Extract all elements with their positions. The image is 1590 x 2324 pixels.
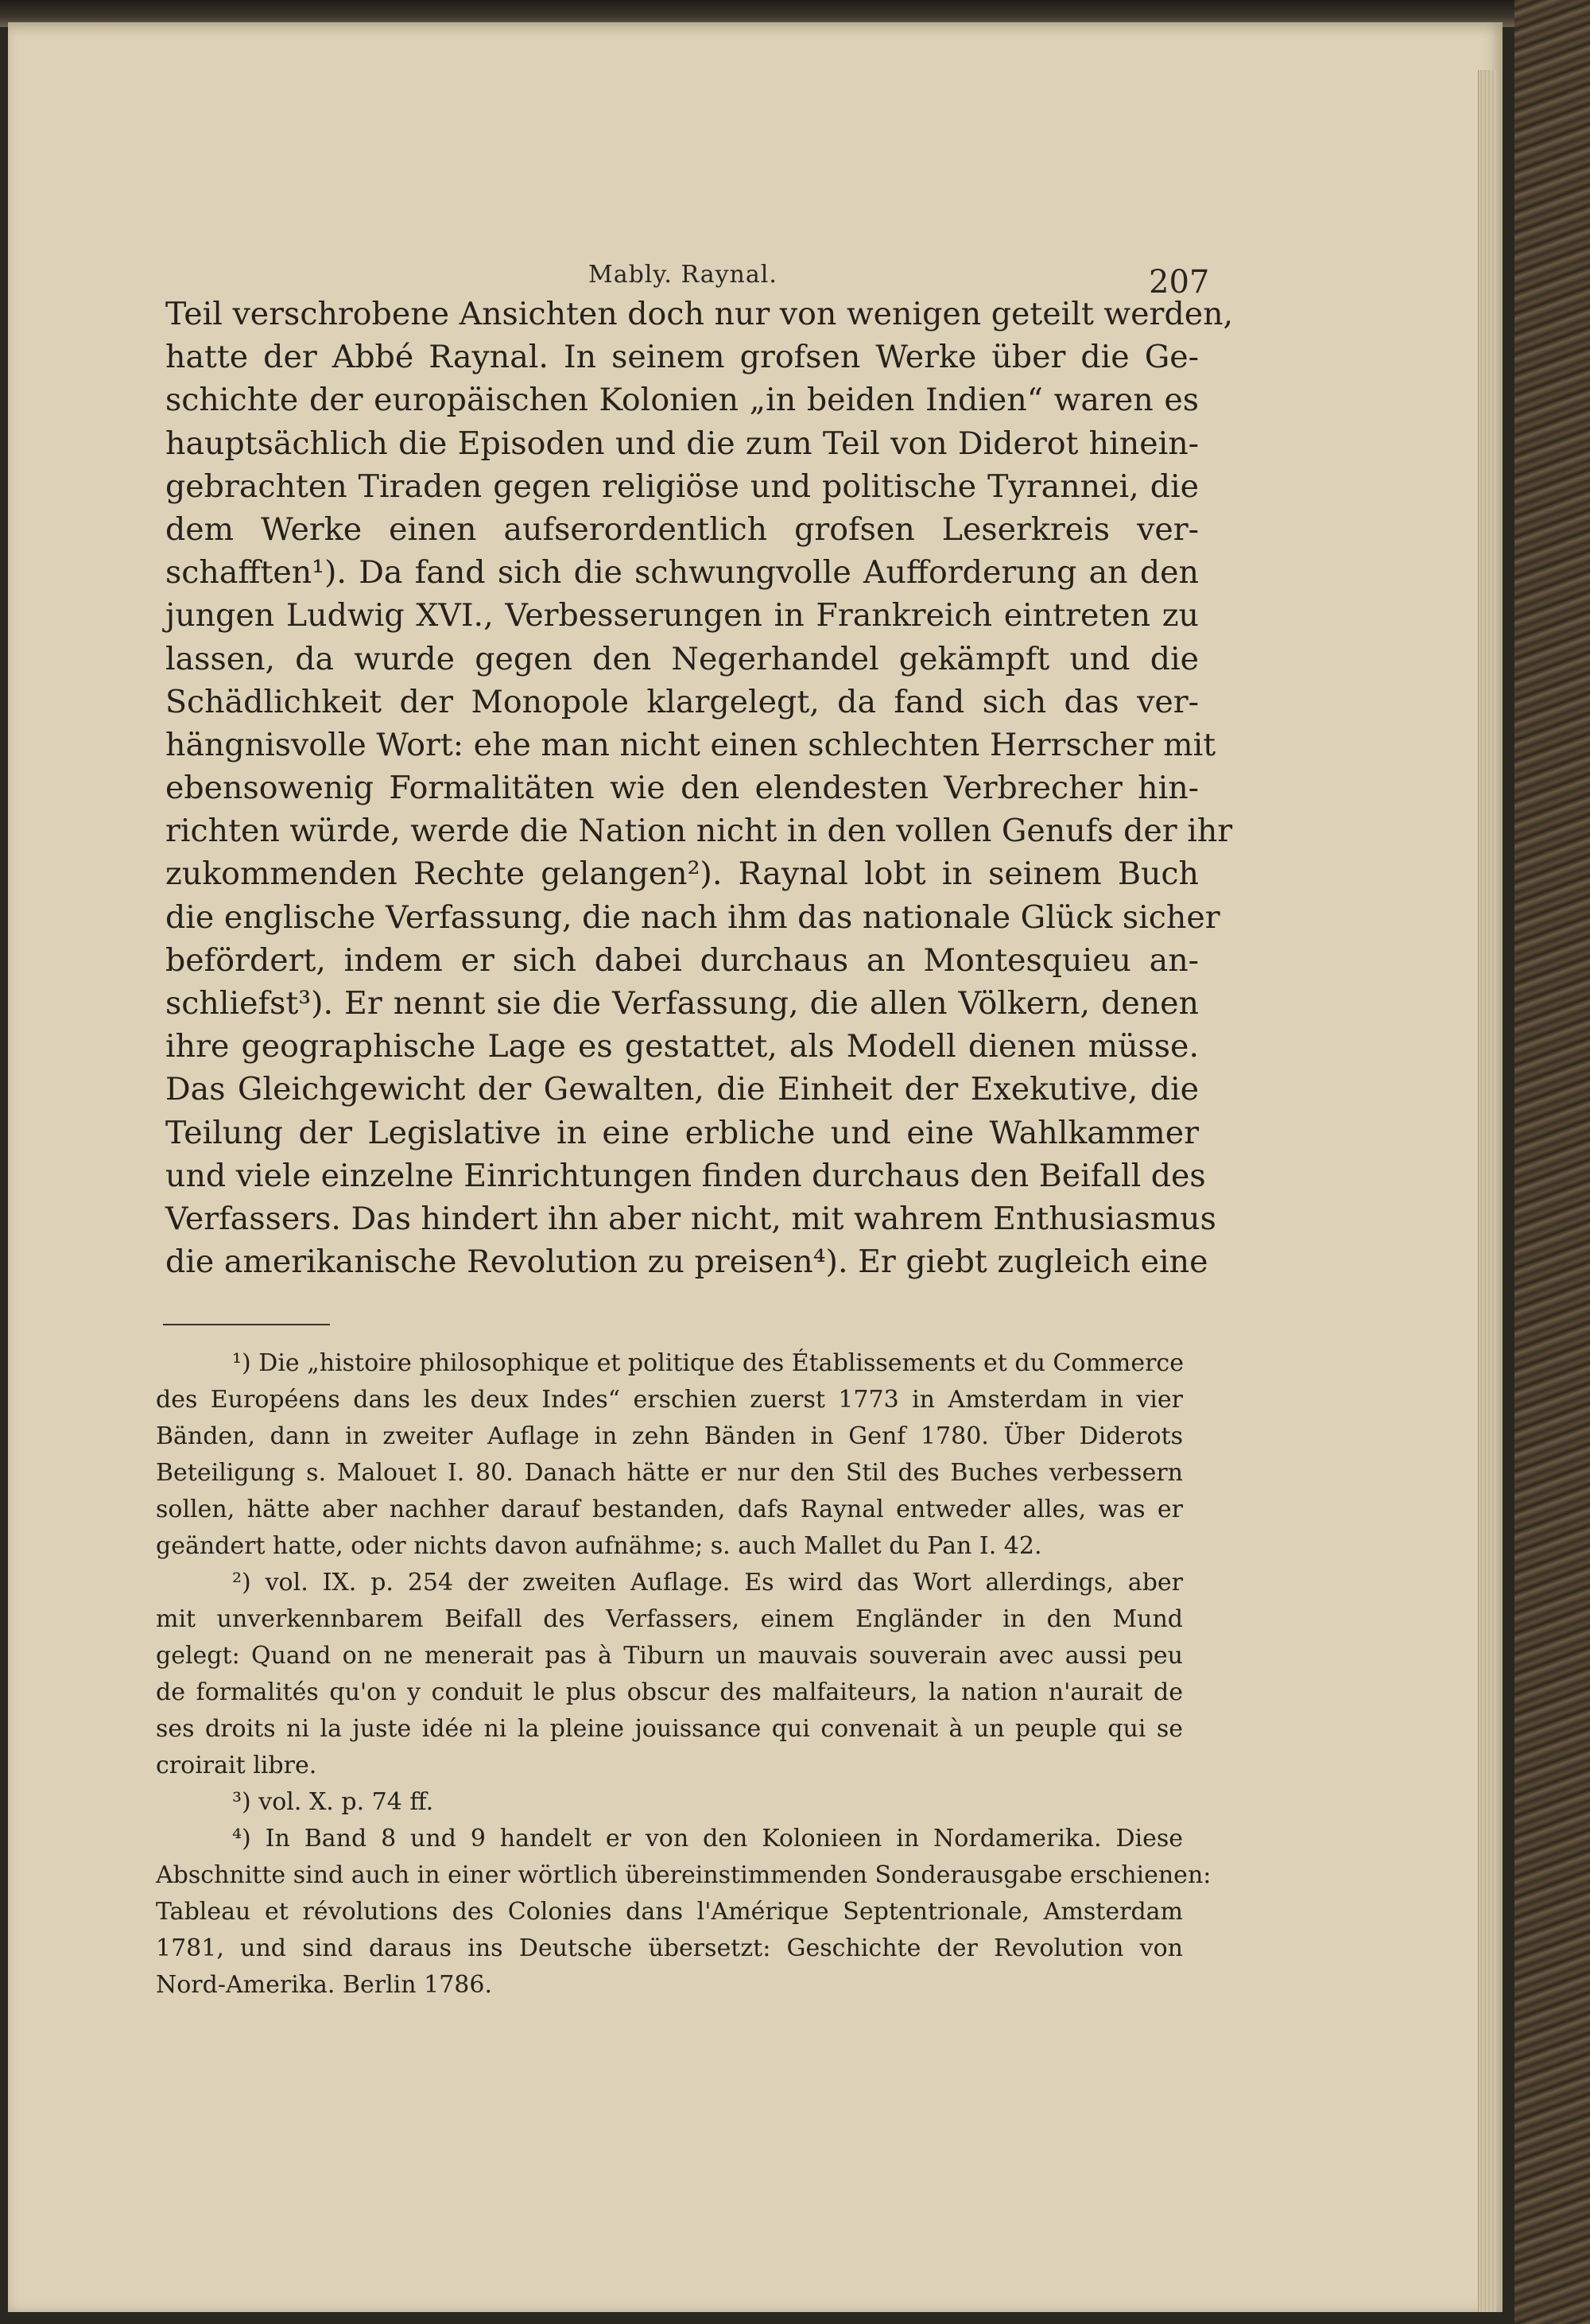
text-line: und viele einzelne Einrichtungen finden durchaus den Beifall des	[165, 1157, 1206, 1194]
text-line: Das Gleichgewicht der Gewalten, die Einheit der Exekutive, die	[165, 1071, 1199, 1108]
page-edges	[1478, 70, 1496, 2312]
book-binding	[1514, 0, 1590, 2324]
text-line: hatte der Abbé Raynal. In seinem grofsen Werke über die Ge-	[165, 339, 1199, 376]
footnote-line: gelegt: Quand on ne menerait pas à Tiburn un mauvais souverain avec aussi peu	[156, 1642, 1183, 1670]
footnote-2	[156, 1565, 1183, 1784]
footnote-line: ses droits ni la juste idée ni la pleine jouissance qui convenait à un peuple qui se	[156, 1715, 1183, 1743]
footnote-line: croirait libre.	[156, 1752, 317, 1779]
text-line: Teil verschrobene Ansichten doch nur von wenigen geteilt werden,	[165, 296, 1234, 332]
footnote-line: de formalités qu'on y conduit le plus obscur des malfaiteurs, la nation n'aurait de	[156, 1678, 1183, 1706]
text-line: die englische Verfassung, die nach ihm das nationale Glück sicher	[165, 898, 1220, 936]
text-line: hängnisvolle Wort: ehe man nicht einen schlechten Herrscher mit	[165, 726, 1216, 763]
footnote-1	[156, 1345, 1183, 1565]
footnote-line: Nord-Amerika. Berlin 1786.	[156, 1971, 493, 1999]
text-line: ebensowenig Formalitäten wie den elendesten Verbrecher hin-	[165, 770, 1199, 807]
footnote-3	[156, 1784, 1183, 1821]
footnote-line: Abschnitte sind auch in einer wörtlich übereinstimmenden Sonderausgabe erschienen:	[156, 1861, 1212, 1889]
text-line: zukommenden Rechte gelangen²). Raynal lobt in seinem Buch	[165, 855, 1199, 893]
text-line: die amerikanische Revolution zu preisen⁴). Er giebt zugleich eine	[165, 1243, 1208, 1281]
text-line: hauptsächlich die Episoden und die zum Teil von Diderot hinein-	[165, 425, 1199, 462]
running-head-title: Mably. Raynal.	[588, 261, 778, 289]
footnote-line: ³) vol. X. p. 74 ff.	[232, 1788, 434, 1816]
footnotes	[156, 1345, 1212, 2004]
footnote-line: Beteiligung s. Malouet I. 80. Danach hätte er nur den Stil des Buches verbessern	[156, 1459, 1183, 1487]
text-line: schafften¹). Da fand sich die schwungvolle Aufforderung an den	[165, 554, 1199, 592]
footnote-line: mit unverkennbarem Beifall des Verfassers, einem Engländer in den Mund	[156, 1605, 1183, 1633]
footnote-4	[156, 1821, 1212, 2004]
text-line: schliefst³). Er nennt sie die Verfassung, die allen Völkern, denen	[165, 985, 1199, 1022]
text-line: richten würde, werde die Nation nicht in den vollen Genufs der ihr	[165, 813, 1233, 850]
footnote-line: ⁴) In Band 8 und 9 handelt er von den Kolonieen in Nordamerika. Diese	[232, 1825, 1183, 1853]
footnote-line: Bänden, dann in zweiter Auflage in zehn Bänden in Genf 1780. Über Diderots	[156, 1422, 1183, 1450]
footnote-line: 1781, und sind daraus ins Deutsche übersetzt: Geschichte der Revolution von	[156, 1934, 1183, 1962]
text-line: gebrachten Tiraden gegen religiöse und politische Tyrannei, die	[165, 468, 1199, 505]
text-line: befördert, indem er sich dabei durchaus an Montesquieu an-	[165, 941, 1199, 979]
footnote-line: Tableau et révolutions des Colonies dans l'Amérique Septentrionale, Amsterdam	[156, 1898, 1183, 1926]
footnote-separator	[163, 1324, 330, 1325]
body-text	[165, 293, 1234, 1283]
text-line: Schädlichkeit der Monopole klargelegt, da fand sich das ver-	[165, 683, 1199, 720]
page-number: 207	[1149, 264, 1210, 301]
footnote-line: des Européens dans les deux Indes“ erschien zuerst 1773 in Amsterdam in vier	[156, 1386, 1183, 1414]
text-line: ihre geographische Lage es gestattet, als Modell dienen müsse.	[165, 1028, 1199, 1065]
text-line: lassen, da wurde gegen den Negerhandel gekämpft und die	[165, 640, 1199, 677]
text-line: jungen Ludwig XVI., Verbesserungen in Frankreich eintreten zu	[165, 597, 1199, 634]
footnote-line: ¹) Die „histoire philosophique et politique des Établissements et du Commerce	[232, 1349, 1184, 1377]
footnote-line: ²) vol. IX. p. 254 der zweiten Auflage. Es wird das Wort allerdings, aber	[232, 1569, 1183, 1597]
text-line: schichte der europäischen Kolonien „in beiden Indien“ waren es	[165, 382, 1199, 419]
footnote-line: sollen, hätte aber nachher darauf bestanden, dafs Raynal entweder alles, was er	[156, 1496, 1183, 1523]
text-line: Verfassers. Das hindert ihn aber nicht, mit wahrem Enthusiasmus	[165, 1200, 1216, 1237]
text-line: dem Werke einen aufserordentlich grofsen Leserkreis ver-	[165, 510, 1199, 548]
footnote-line: geändert hatte, oder nichts davon aufnähme; s. auch Mallet du Pan I. 42.	[156, 1532, 1042, 1560]
text-line: Teilung der Legislative in eine erbliche und eine Wahlkammer	[165, 1114, 1199, 1151]
